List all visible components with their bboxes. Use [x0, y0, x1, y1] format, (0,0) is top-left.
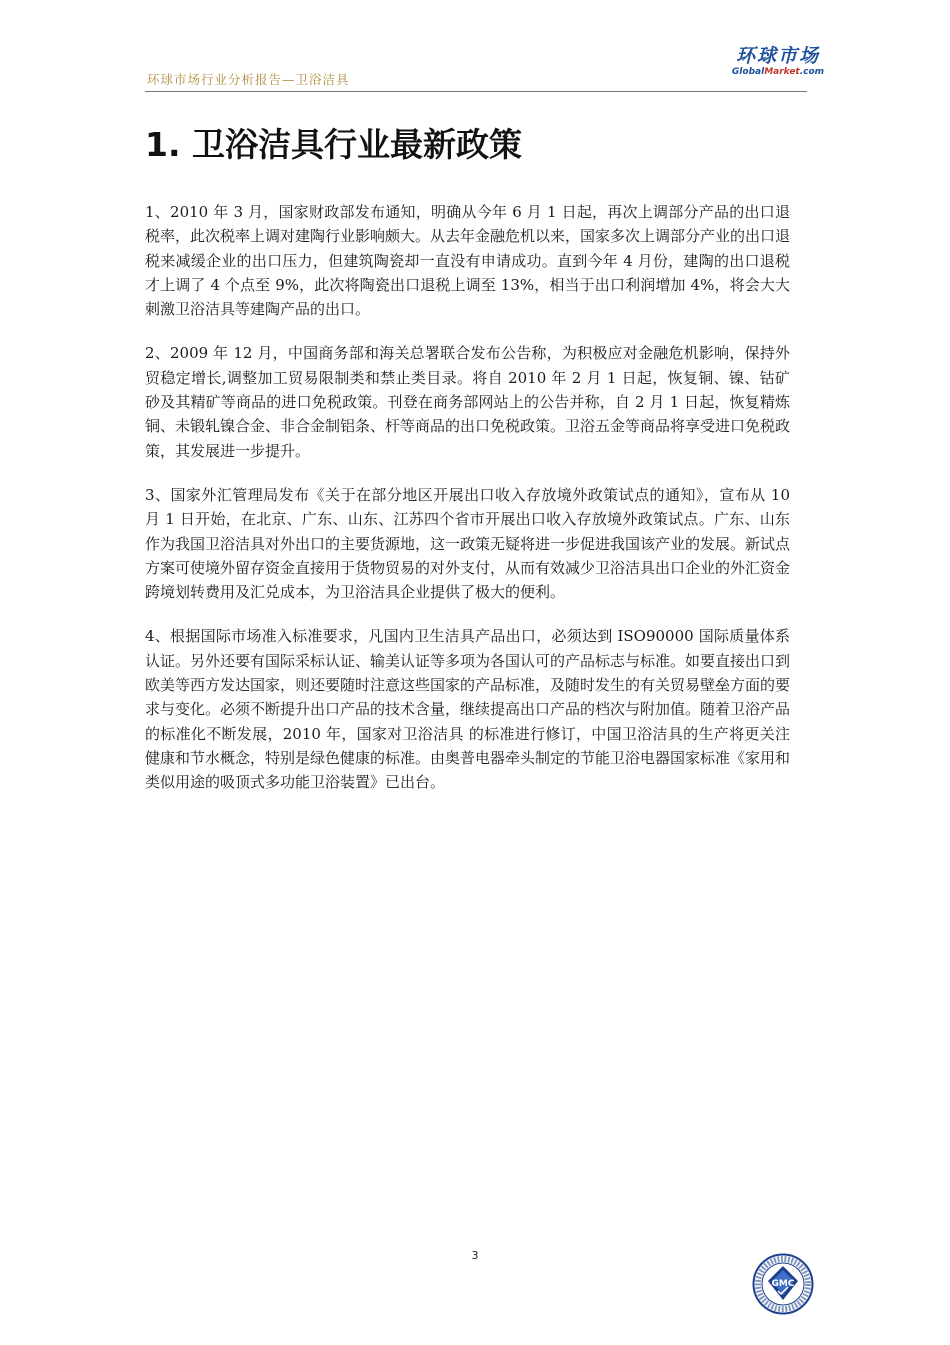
page-title: 1. 卫浴洁具行业最新政策 [145, 125, 522, 164]
policy-paragraph-3: 3、国家外汇管理局发布《关于在部分地区开展出口收入存放境外政策试点的通知》，宣布从 10 月 1 日开始，在北京、广东、山东、江苏四个省市开展出口收入存放境外政策试点。广东、山东作为我国卫浴洁具对外出口的主要货源地，这一政策无疑将进一步促进我国该产业的发展。新试点方案可使境外留存资金直接用于货物贸易的对外支付，从而有效减少卫浴洁具出口企业的外汇资金跨境划转费用及汇兑成本，为卫浴洁具企业提供了极大的便利。 [145, 485, 791, 602]
page-number: 3 [471, 1249, 479, 1262]
gmc-seal-icon [752, 1253, 814, 1315]
policy-paragraph-2: 2、2009 年 12 月，中国商务部和海关总署联合发布公告称，为积极应对金融危机影响，保持外贸稳定增长,调整加工贸易限制类和禁止类目录。将自 2010 年 2 月 1 日起，恢复铜、镍、钴矿砂及其精矿等商品的进口免税政策。刊登在商务部网站上的公告并称，自 2 月 1 日起，恢复精炼铜、未锻轧镍合金、非合金制铝条、杆等商品的出口免税政策。卫浴五金等商品将享受进口免税政策，其发展进一步提升。 [145, 344, 791, 460]
logo-chinese-text: 环球市场 [735, 45, 820, 67]
policy-paragraph-4: 4、根据国际市场准入标准要求，凡国内卫生洁具产品出口，必须达到 ISO90000 国际质量体系认证。另外还要有国际采标认证、输美认证等多项为各国认可的产品标志与标准。如要直接出口到欧美等西方发达国家，则还要随时注意这些国家的产品标准，及随时发生的有关贸易壁垒方面的要求与变化。必须不断提升出口产品的技术含量，继续提高出口产品的档次与附加值。随着卫浴产品的标准化不断发展，2010 年，国家对卫浴洁具 的标准进行修订，中国卫浴洁具的生产将更关注健康和节水概念，特别是绿色健康的标准。由奥普电器牵头制定的节能卫浴电器国家标准《家用和类似用途的吸顶式多功能卫浴装置》已出台。 [145, 627, 791, 792]
seal-text: GMC [771, 1279, 795, 1289]
logo-en-accent: Market [764, 67, 800, 77]
logo-english-text [722, 66, 834, 78]
header-divider [145, 91, 807, 92]
logo-en-prefix: Global [731, 67, 765, 77]
logo-en-suffix: .com [799, 67, 825, 77]
header-title: 环球市场行业分析报告—卫浴洁具 [147, 72, 350, 87]
policy-paragraph-1: 1、2010 年 3 月，国家财政部发布通知，明确从今年 6 月 1 日起，再次上调部分产品的出口退税率，此次税率上调对建陶行业影响颇大。从去年金融危机以来，国家多次上调部分产业的出口退税来减缓企业的出口压力，但建筑陶瓷却一直没有申请成功。直到今年 4 月份，建陶的出口退税才上调了 4 个点至 9%，此次将陶瓷出口退税上调至 13%，相当于出口利润增加 4%，将会大大刺激卫浴洁具等建陶产品的出口。 [145, 203, 791, 319]
globalmarket-logo [722, 44, 834, 82]
policy-list [145, 200, 790, 815]
